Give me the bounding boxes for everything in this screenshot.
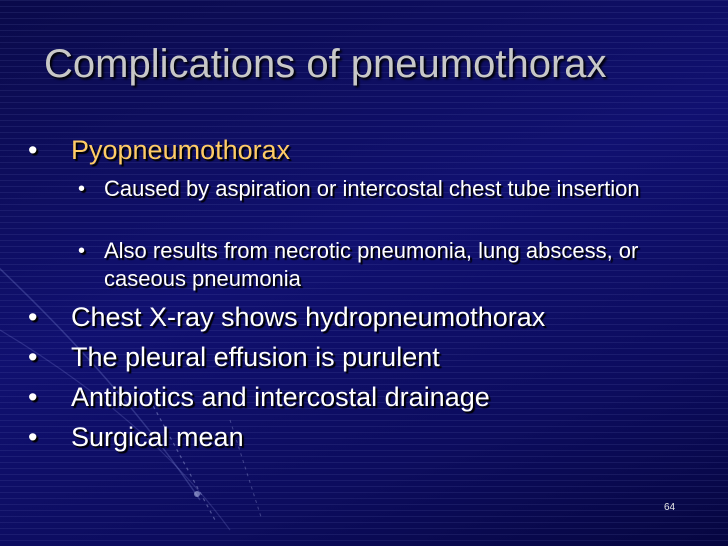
bullet-dot-icon: • — [28, 422, 38, 452]
sub-bullet-text: Also results from necrotic pneumonia, lung abscess, or caseous pneumonia — [104, 238, 639, 291]
bullet-dot-icon: • — [28, 382, 38, 412]
bullet-item — [28, 382, 688, 413]
bullet-item — [28, 342, 688, 373]
bullet-item — [28, 302, 688, 333]
decorative-dashed-line — [150, 400, 215, 520]
sub-bullet-item — [78, 237, 688, 293]
sub-bullet-text: Caused by aspiration or intercostal chest tube insertion — [104, 176, 640, 201]
bullet-item — [28, 135, 688, 166]
decorative-sparkle — [194, 491, 200, 497]
page-number: 64 — [664, 502, 676, 513]
sub-bullet-item — [78, 175, 688, 203]
bullet-dot-icon: • — [78, 178, 86, 200]
bullet-item — [28, 422, 688, 453]
bullet-text: Surgical mean — [71, 422, 244, 452]
bullet-dot-icon: • — [78, 240, 86, 262]
bullet-dot-icon: • — [28, 135, 38, 165]
bullet-dot-icon: • — [28, 342, 38, 372]
bullet-text: Chest X-ray shows hydropneumothorax — [71, 302, 546, 332]
bullet-text: Pyopneumothorax — [71, 135, 291, 165]
bullet-text: Antibiotics and intercostal drainage — [71, 382, 490, 412]
slide-title: Complications of pneumothorax — [44, 42, 607, 86]
bullet-text: The pleural effusion is purulent — [71, 342, 440, 372]
bullet-dot-icon: • — [28, 302, 38, 332]
